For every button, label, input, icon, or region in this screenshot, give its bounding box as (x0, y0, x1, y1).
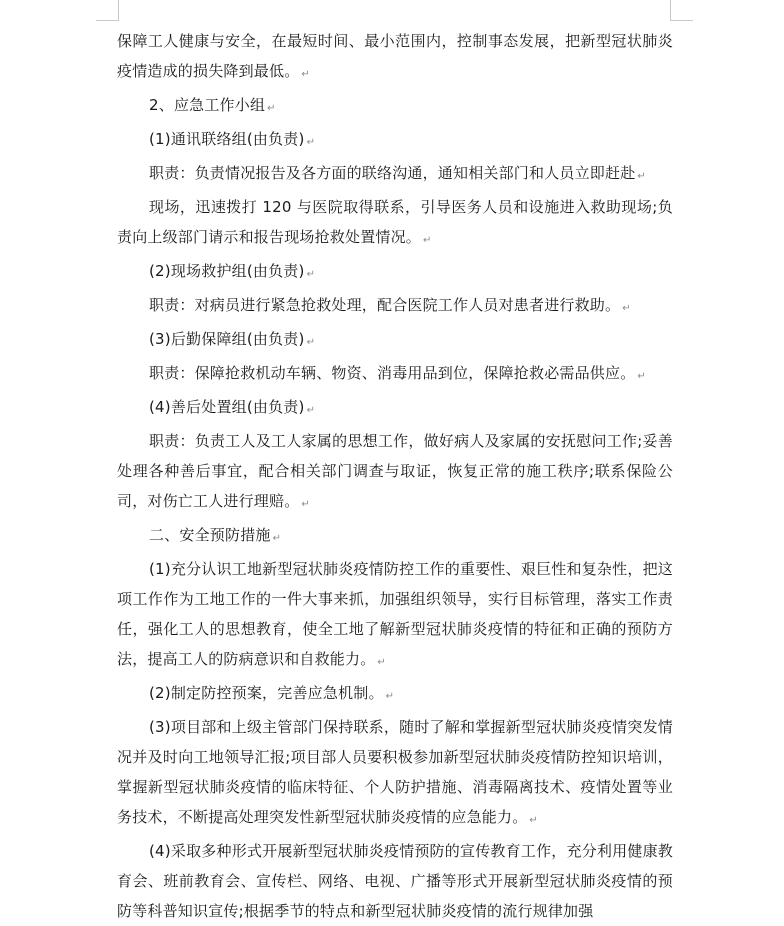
paragraph (117, 678, 673, 712)
paragraph-mark-icon: ↵ (306, 337, 316, 348)
paragraph (117, 324, 673, 358)
page-corner-mark-left (96, 0, 119, 21)
page-corner-mark-right (670, 0, 693, 21)
paragraph (117, 836, 673, 926)
paragraph-mark-icon: ↵ (377, 657, 386, 668)
paragraph-mark-icon: ↵ (272, 533, 282, 544)
paragraph-mark-icon: ↵ (385, 691, 395, 702)
paragraph-mark-icon: ↵ (267, 103, 276, 114)
paragraph-text: 二、安全预防措施 (149, 526, 271, 544)
paragraph-text: 现场，迅速拨打 120 与医院取得联系，引导医务人员和设施进入救助现场;负责向上级部门请示和报告现场抢救处置情况。 (117, 198, 673, 246)
paragraph (117, 426, 673, 520)
paragraph (117, 158, 673, 192)
paragraph-text: (4)采取多种形式开展新型冠状肺炎疫情预防的宣传教育工作，充分利用健康教育会、班前教育会、宣传栏、网络、电视、广播等形式开展新型冠状肺炎疫情的预防等科普知识宣传;根据季节的特点和新型冠状肺炎疫情的流行规律加强 (117, 842, 673, 920)
paragraph-mark-icon: ↵ (306, 405, 316, 416)
paragraph (117, 290, 673, 324)
paragraph (117, 26, 673, 90)
paragraph (117, 520, 673, 554)
paragraph-mark-icon: ↵ (637, 371, 646, 382)
paragraph-text: (2)现场救护组(由负责) (149, 262, 305, 280)
paragraph (117, 90, 673, 124)
paragraph-text: (4)善后处置组(由负责) (149, 398, 305, 416)
paragraph-mark-icon: ↵ (529, 815, 538, 826)
paragraph-text: (1)通讯联络组(由负责) (149, 130, 305, 148)
paragraph-mark-icon: ↵ (622, 303, 631, 314)
paragraph-mark-icon: ↵ (637, 171, 646, 182)
paragraph-text: 2、应急工作小组 (149, 96, 266, 114)
paragraph-mark-icon: ↵ (306, 269, 316, 280)
paragraph (117, 192, 673, 256)
paragraph-mark-icon: ↵ (301, 69, 310, 80)
paragraph-text: 职责：保障抢救机动车辆、物资、消毒用品到位，保障抢救必需品供应。 (149, 364, 636, 382)
paragraph (117, 358, 673, 392)
paragraph-text: 职责：负责工人及工人家属的思想工作，做好病人及家属的安抚慰问工作;妥善处理各种善后事宜，配合相关部门调查与取证，恢复正常的施工秩序;联系保险公司，对伤亡工人进行理赔。 (117, 432, 673, 510)
paragraph (117, 712, 673, 836)
paragraph-mark-icon: ↵ (301, 499, 310, 510)
paragraph (117, 554, 673, 678)
paragraph-text: (1)充分认识工地新型冠状肺炎疫情防控工作的重要性、艰巨性和复杂性，把这项工作作为工地工作的一件大事来抓，加强组织领导，实行目标管理，落实工作责任，强化工人的思想教育，使全工地了解新型冠状肺炎疫情的特征和正确的预防方法，提高工人的防病意识和自救能力。 (117, 560, 673, 668)
paragraph (117, 256, 673, 290)
paragraph-text: 保障工人健康与安全，在最短时间、最小范围内，控制事态发展，把新型冠状肺炎疫情造成的损失降到最低。 (117, 32, 673, 80)
document-page (117, 26, 673, 926)
paragraph (117, 124, 673, 158)
paragraph-text: (3)后勤保障组(由负责) (149, 330, 305, 348)
paragraph-text: 职责：对病员进行紧急抢救处理，配合医院工作人员对患者进行救助。 (149, 296, 621, 314)
paragraph-mark-icon: ↵ (423, 235, 432, 246)
paragraph-text: (3)项目部和上级主管部门保持联系，随时了解和掌握新型冠状肺炎疫情突发情况并及时向工地领导汇报;项目部人员要积极参加新型冠状肺炎疫情防控知识培训，掌握新型冠状肺炎疫情的临床特征、个人防护措施、消毒隔离技术、疫情处置等业务技术，不断提高处理突发性新型冠状肺炎疫情的应急能力。 (117, 718, 673, 826)
paragraph-text: (2)制定防控预案，完善应急机制。 (149, 684, 384, 702)
paragraph-mark-icon: ↵ (306, 137, 316, 148)
paragraph-text: 职责：负责情况报告及各方面的联络沟通，通知相关部门和人员立即赶赴 (149, 164, 636, 182)
paragraph (117, 392, 673, 426)
